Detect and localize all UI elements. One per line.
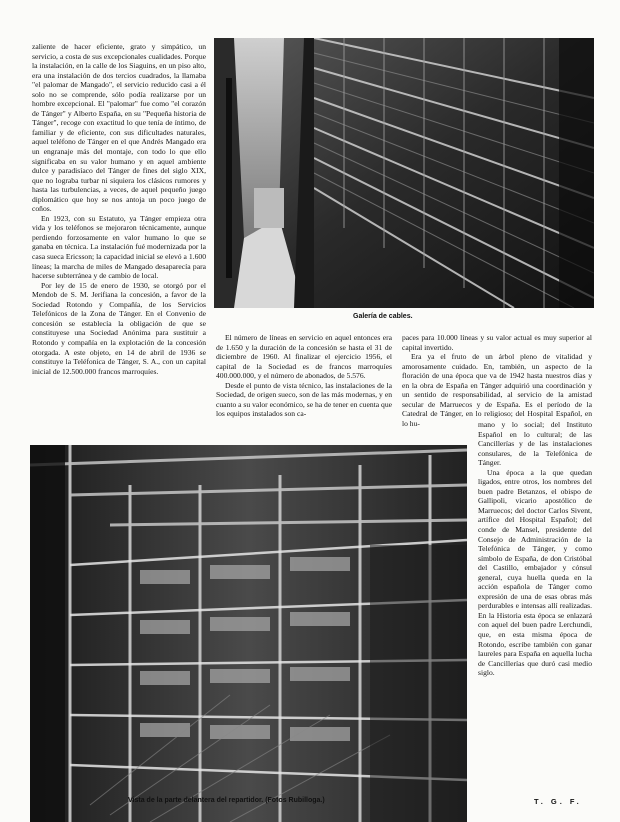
middle-paragraph-1: El número de líneas en servicio en aquel entonces era de 1.650 y la duración de la concesión se hasta el 31 de diciembre de 1960. Al finalizar el ejercicio 1956, el capital de la Sociedad es de francos marroquíes 400.000.000, y el número de abonados, de 5.576.	[216, 333, 392, 381]
bottom-photo-caption: Vista de la parte delantera del repartidor. (Fotos Rubilloga.)	[128, 797, 325, 804]
right-top-paragraph-2: Era ya el fruto de un árbol pleno de vitalidad y amorosamente cuidado. En, también, un aspecto de la floración de una época que va de 1942 hasta nuestros días y en la obra de España en Tánger adquirió una coordinación y un sentido de responsabilidad, al servicio de la amistad secular de Marruecos y de España. Es el período de la Catedral de Tánger, en lo religioso; del Hospital Español, en lo hu-	[402, 352, 592, 428]
left-text-column	[32, 42, 206, 376]
left-paragraph-1: zaliente de hacer eficiente, grato y simpático, un servicio, a costa de sus excepcionales cualidades. Porque la instalación, en la calle de los Siaguins, en un piso alto, era una instalación de dos tercios cuadrados, la llamaba "el palomar de Mangado", el servicio reducido casi a él solo no se comprende, sólo podía realizarse por un hombre excepcional. El "palomar" fue como "el corazón de Tánger" y Alberto España, en su "Pequeña historia de Tánger", recoge con exactitud lo que tenía de íntimo, de familiar y de eficiente, con sus dificultades naturales, aquel teléfono de Tánger en el que Andrés Mangado era un engranaje más del montaje, con todo lo que ello significaba en su valor humano y en aquel ambiente dulce y paradisíaco del Tánger de fines del siglo XIX, que no lograba turbar ni siquiera los clásicos rumores y hasta las turbulencias, a veces, de aquel pequeño juego diplomático que hoy se nos antoja un poco juego de coños.	[32, 42, 206, 214]
right-narrow-text-column	[478, 420, 592, 678]
right-top-text-column	[402, 333, 592, 428]
left-paragraph-2: En 1923, con su Estatuto, ya Tánger empieza otra vida y los teléfonos se mejoraron técnicamente, aunque perdiendo forzosamente en valor humano lo que se ganaba en técnica. La instalación fué modernizada por la casa sueca Ericsson; la capacidad inicial se elevó a 1.600 líneas; la marcha de miles de Mangado desaparecía para hacerse subterránea y de cambio de local.	[32, 213, 206, 281]
right-narrow-paragraph-2: Una época a la que quedan ligados, entre otros, los nombres del buen padre Betanzos, el obispo de Gallipoli, vicario apostólico de Marruecos; del doctor Carlos Sivent, artífice del Hospital Español; del conde de Mansel, presidente del Consejo de Administración de la Telefónica de Tánger, y como símbolo de España, de don Cristóbal del Castillo, embajador y cónsul general, cuya huella queda en la acción española de Tánger como expresión de una de esas obras más perdurables e intensas allí realizadas. En la Historia esta época se enlazará con aquel del buen padre Lerchundi, que, en esta misma época de Rotondo, escribe también con ganar laureles para España en aquella lucha de Cancillerías que duró casi medio siglo.	[478, 467, 592, 678]
right-narrow-paragraph-1: mano y lo social; del Instituto Español en lo cultural; de las Cancillerías y de las instalaciones consulares, de la Telefónica de Tánger.	[478, 420, 592, 468]
author-signature: T. G. F.	[534, 797, 582, 806]
right-top-paragraph-1: paces para 10.000 líneas y su valor actual es muy superior al capital invertido.	[402, 333, 592, 352]
distribution-frame-photo	[30, 445, 467, 822]
cable-gallery-photo	[214, 38, 594, 308]
top-photo-caption: Galería de cables.	[353, 313, 413, 320]
middle-paragraph-2: Desde el punto de vista técnico, las instalaciones de la Sociedad, de origen sueco, son de las más modernas, y en cuanto a su valor económico, se ha de tener en cuenta que los equipos instalados son ca-	[216, 380, 392, 419]
middle-text-column	[216, 333, 392, 419]
left-paragraph-3: Por ley de 15 de enero de 1930, se otorgó por el Mendob de S. M. Jerifiana la concesión, a favor de la Sociedad Rotondo y Compañía, de los Servicios Telefónicos de la Zona de Tánger. En el Convenio de concesión se establecía la obligación de que se constituyese una Sociedad Anónima para sustituir a Rotondo y compañía en la explotación de la concesión otorgada. A este objeto, en 14 de abril de 1936 se constituye la Teléfonica de Tánger, S. A., con un capital inicial de 12.500.000 francos marroquíes.	[32, 280, 206, 376]
